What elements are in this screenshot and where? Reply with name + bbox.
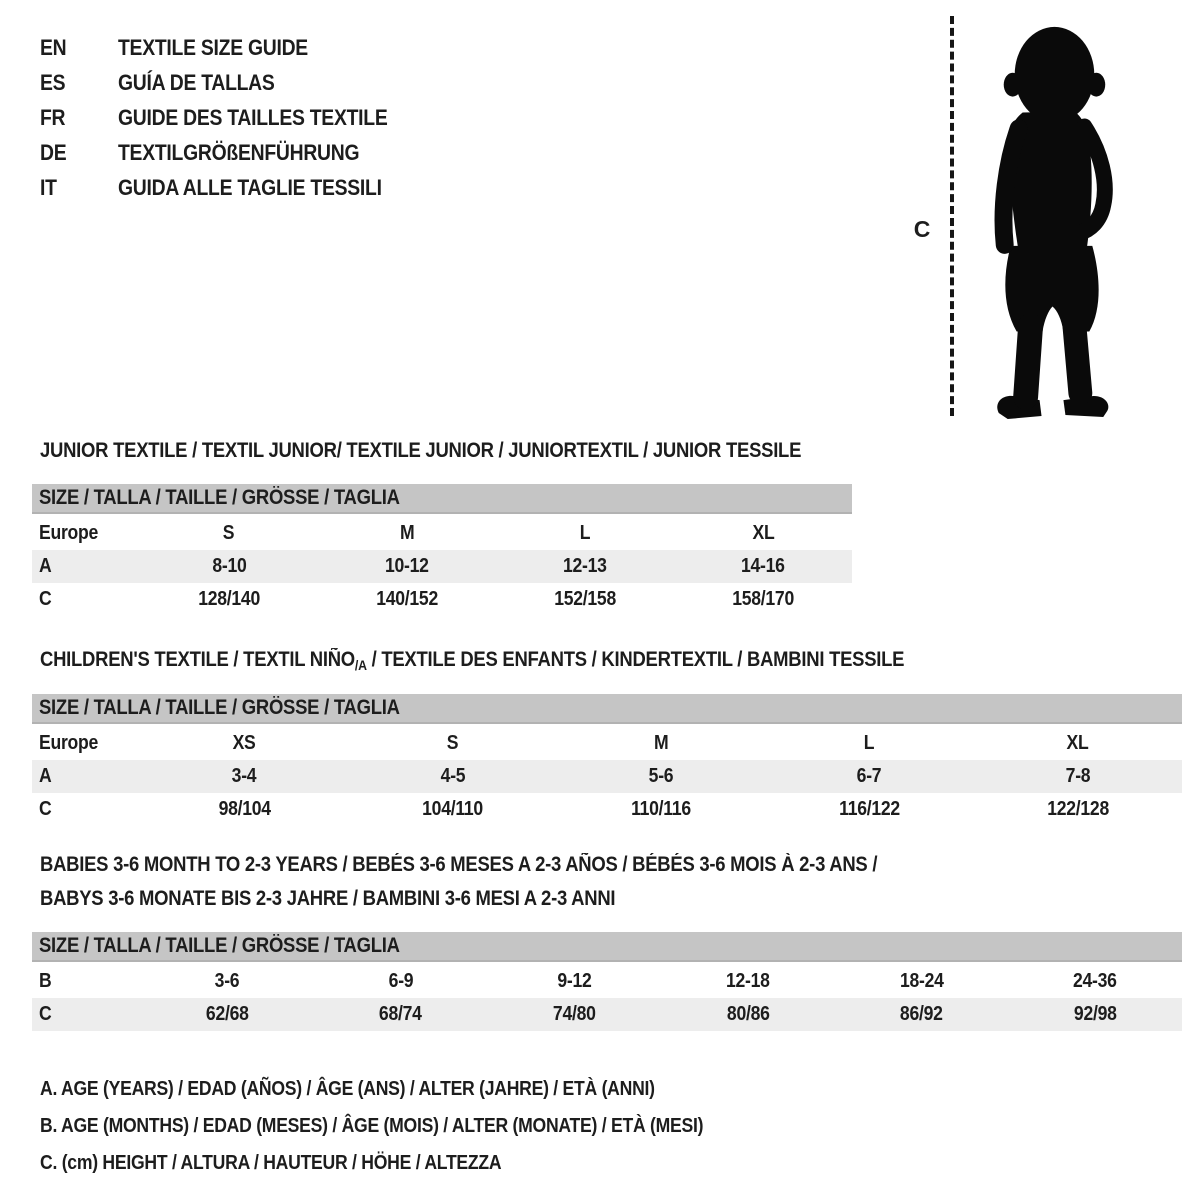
size-header-bar [32,932,1182,962]
size-value-text: 104/110 [422,798,484,820]
size-value-text: 152/158 [554,588,616,610]
row-label [32,517,140,550]
size-value-cell [557,727,765,760]
language-code-text: ES [40,69,66,95]
size-value-cell [140,760,348,793]
size-value-cell [314,998,488,1031]
language-code [40,105,118,131]
size-value-cell [318,583,496,616]
row-label-text: B [39,970,52,992]
size-value-cell [661,998,835,1031]
legend-line [40,1145,794,1182]
row-label [32,965,140,998]
section-title-text: BABYS 3-6 MONATE BIS 2-3 JAHRE / BAMBINI 3-6 MESI A 2-3 ANNI [40,887,616,910]
size-row-a [32,550,852,583]
legend-line [40,1071,794,1108]
size-value-cell [318,550,496,583]
size-value-text: 68/74 [379,1003,422,1025]
section-title [32,434,852,468]
size-row-c [32,583,852,616]
row-label-text: C [39,588,52,610]
size-value-text: 8-10 [211,555,247,577]
size-value-text: XL [752,522,774,544]
size-value-text: 158/170 [732,588,794,610]
size-header-text: SIZE / TALLA / TAILLE / GRÖSSE / TAGLIA [39,486,400,509]
size-value-text: 18-24 [899,970,944,992]
size-value-cell [318,517,496,550]
section-junior-textile [32,434,852,616]
size-value-text: 86/92 [900,1003,943,1025]
language-code [40,35,118,61]
size-value-cell [1008,998,1182,1031]
size-header-bar [32,694,1182,724]
size-value-cell [765,727,973,760]
size-value-text: 62/68 [205,1003,249,1025]
size-value-text: M [653,732,669,754]
size-value-cell [496,583,674,616]
size-value-text: 12-13 [563,555,607,577]
size-value-text: L [579,522,591,544]
size-value-cell [974,760,1182,793]
size-value-text: 24-36 [1073,970,1118,992]
size-value-cell [674,583,852,616]
size-value-cell [140,583,318,616]
row-label-text: Europe [39,522,99,544]
section-title-line [40,882,1182,916]
language-guide-title: GUIDE DES TAILLES TEXTILE [118,104,388,130]
size-value-text: 98/104 [218,798,271,820]
size-value-cell [140,965,314,998]
size-value-cell [140,998,314,1031]
size-value-text: 6-7 [857,765,882,787]
language-code [40,70,118,96]
language-code [40,140,118,166]
row-label [32,727,140,760]
language-guide-title: GUIDA ALLE TAGLIE TESSILI [118,174,382,200]
size-header-bar [32,484,852,514]
size-value-cell [765,760,973,793]
size-value-cell [140,793,348,826]
size-value-text: S [446,732,459,754]
size-value-cell [765,793,973,826]
legend-line-text: B. AGE (MONTHS) / EDAD (MESES) / ÂGE (MOIS) / ALTER (MONATE) / ETÀ (MESI) [40,1115,704,1137]
size-value-cell [496,550,674,583]
height-dashed-line [950,16,954,416]
size-value-text: M [399,522,415,544]
row-label-text: Europe [39,732,99,754]
size-header-text: SIZE / TALLA / TAILLE / GRÖSSE / TAGLIA [39,934,400,957]
language-row [40,100,424,135]
size-value-text: 5-6 [648,765,674,787]
size-row-b [32,965,1182,998]
row-label-text: A [39,555,52,577]
size-value-text: XS [232,732,256,754]
size-value-cell [348,727,556,760]
row-label-text: A [39,765,52,787]
size-value-cell [974,793,1182,826]
language-code-text: EN [40,34,67,60]
size-value-text: 14-16 [741,555,785,577]
size-value-cell [140,727,348,760]
section-title-line [40,848,1182,882]
size-value-text: 9-12 [557,970,592,992]
size-value-cell [674,550,852,583]
section-babies-textile [32,848,1182,1031]
size-row-a [32,760,1182,793]
size-value-text: 3-6 [214,970,240,992]
size-value-cell [974,727,1182,760]
size-value-text: 122/128 [1046,798,1109,820]
size-value-text: L [864,732,875,754]
size-value-cell [348,760,556,793]
language-title-list [40,30,424,205]
size-value-text: 110/116 [631,798,691,820]
section-title-text: JUNIOR TEXTILE / TEXTIL JUNIOR/ TEXTILE JUNIOR / JUNIORTEXTIL / JUNIOR TESSILE [40,439,802,462]
row-label [32,998,140,1031]
size-value-cell [487,965,661,998]
size-value-text: 140/152 [376,588,438,610]
size-value-cell [140,517,318,550]
toddler-silhouette-icon [960,13,1140,421]
row-label [32,583,140,616]
size-header-text: SIZE / TALLA / TAILLE / GRÖSSE / TAGLIA [39,696,400,719]
section-title [32,643,1182,678]
language-row [40,170,424,205]
section-title-text: CHILDREN'S TEXTILE / TEXTIL NIÑO/A / TEXTILE DES ENFANTS / KINDERTEXTIL / BAMBINI TESSILE [40,648,905,673]
size-value-text: 128/140 [198,588,260,610]
legend-line-text: A. AGE (YEARS) / EDAD (AÑOS) / ÂGE (ANS) / ALTER (JAHRE) / ETÀ (ANNI) [40,1078,655,1100]
section-title-subscript: /A [354,657,367,673]
measurement-legend [40,1071,794,1182]
size-row-c [32,793,1182,826]
language-code-text: FR [40,104,66,130]
size-value-cell [557,760,765,793]
section-title-text: BABIES 3-6 MONTH TO 2-3 YEARS / BEBÉS 3-6 MESES A 2-3 AÑOS / BÉBÉS 3-6 MOIS À 2-3 ANS / [40,853,878,876]
size-value-text: 7-8 [1065,765,1091,787]
language-guide-title: TEXTILE SIZE GUIDE [118,34,308,60]
language-code [40,175,118,201]
size-value-text: 3-4 [231,765,257,787]
size-value-cell [1008,965,1182,998]
size-value-cell [835,965,1009,998]
section-title [32,848,1182,916]
size-value-text: 10-12 [385,555,429,577]
row-label [32,760,140,793]
size-value-text: 6-9 [388,970,413,992]
size-value-text: 116/122 [839,798,900,820]
size-value-text: 4-5 [440,765,465,787]
size-value-cell [674,517,852,550]
size-value-text: 80/86 [726,1003,770,1025]
language-row [40,30,424,65]
size-value-cell [314,965,488,998]
size-value-text: 74/80 [552,1003,596,1025]
legend-line [40,1108,794,1145]
language-row [40,65,424,100]
language-code-text: IT [40,174,57,200]
size-row-europe [32,517,852,550]
size-value-text: XL [1066,732,1089,754]
language-guide-title: TEXTILGRÖßENFÜHRUNG [118,139,360,165]
row-label-text: C [39,798,52,820]
size-value-cell [835,998,1009,1031]
size-value-text: 92/98 [1073,1003,1117,1025]
size-value-cell [348,793,556,826]
size-row-c [32,998,1182,1031]
language-row [40,135,424,170]
language-guide-title: GUÍA DE TALLAS [118,69,275,95]
size-row-europe [32,727,1182,760]
size-value-cell [140,550,318,583]
size-value-cell [557,793,765,826]
size-value-cell [487,998,661,1031]
legend-line-text: C. (cm) HEIGHT / ALTURA / HAUTEUR / HÖHE / ALTEZZA [40,1152,502,1174]
height-measure-label: C [913,216,931,242]
language-code-text: DE [40,139,67,165]
row-label [32,550,140,583]
row-label-text: C [39,1003,52,1025]
size-value-cell [661,965,835,998]
size-value-cell [496,517,674,550]
section-children-textile [32,643,1182,826]
size-value-text: 12-18 [725,970,770,992]
row-label [32,793,140,826]
size-value-text: S [223,522,235,544]
